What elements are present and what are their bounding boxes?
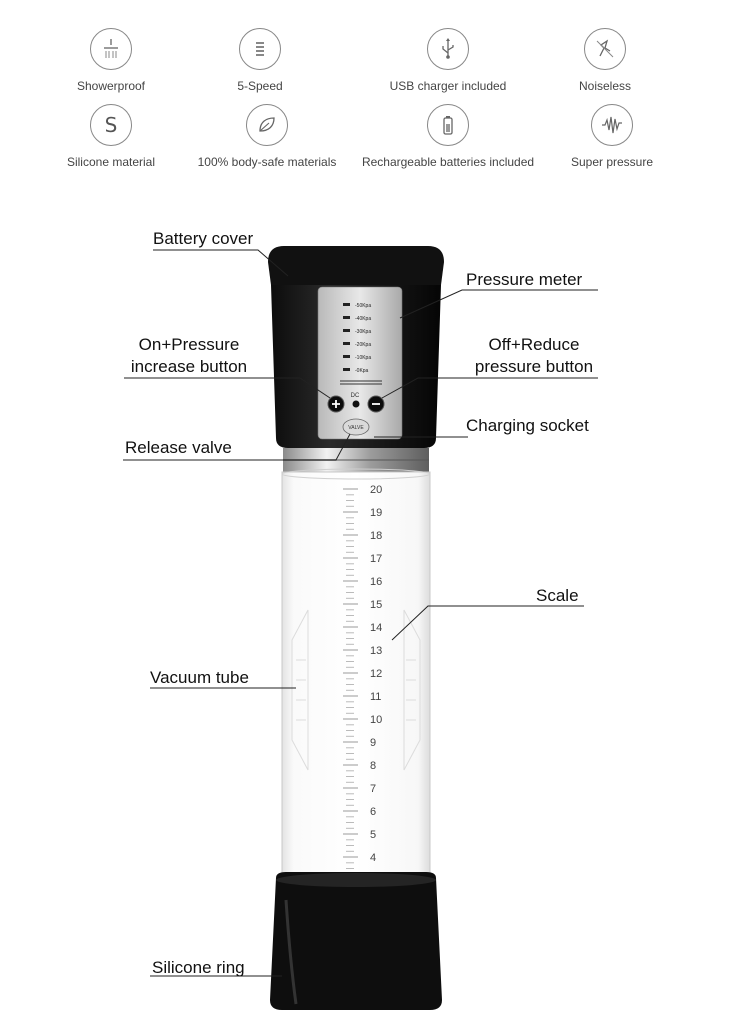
release-valve[interactable] <box>343 419 369 435</box>
feature-label: 5-Speed <box>237 79 283 93</box>
feature-label: 100% body-safe materials <box>197 155 337 169</box>
scale-number: 10 <box>370 714 383 726</box>
scale-number: 9 <box>370 737 377 749</box>
feature-label: Showerproof <box>76 79 146 93</box>
scale-number: 12 <box>370 668 383 680</box>
vacuum-tube <box>282 472 430 884</box>
battery-cover <box>268 246 444 285</box>
valve-label: VALVE <box>348 425 364 431</box>
scale-number: 11 <box>370 691 382 703</box>
scale-number: 6 <box>370 806 377 818</box>
scale-number: 8 <box>370 760 377 772</box>
silicone-ring <box>270 872 442 1010</box>
scale-number: 16 <box>370 576 383 588</box>
meter-label: -20Kpa <box>355 342 372 348</box>
pressure-meter-panel <box>318 287 402 439</box>
meter-label: -10Kpa <box>355 355 372 361</box>
callout-vacuum-tube: Vacuum tube <box>150 668 249 687</box>
callout-line: pressure button <box>474 357 594 376</box>
feature-label: Noiseless <box>578 79 632 93</box>
dc-label: DC <box>350 393 360 399</box>
charging-socket[interactable] <box>353 401 360 408</box>
scale-number: 13 <box>370 645 383 657</box>
scale-number: 20 <box>370 484 383 496</box>
scale-number: 17 <box>370 553 383 565</box>
callout-line: Off+Reduce <box>488 335 580 354</box>
meter-label: -30Kpa <box>355 329 372 335</box>
feature-label: USB charger included <box>389 79 507 93</box>
scale-number: 15 <box>370 599 383 611</box>
scale-number: 4 <box>370 852 377 864</box>
minus-button[interactable] <box>368 396 384 412</box>
callout-on-pressure <box>122 334 256 378</box>
meter-label: -40Kpa <box>355 316 372 322</box>
callout-silicone-ring: Silicone ring <box>152 958 245 977</box>
meter-label: -0Kpa <box>355 368 369 374</box>
svg-text:S: S <box>104 113 118 137</box>
feature-label: Silicone material <box>66 155 156 169</box>
callout-release-valve: Release valve <box>125 438 232 457</box>
callout-charging-socket: Charging socket <box>466 416 589 435</box>
scale-number: 14 <box>370 622 383 634</box>
scale-number: 19 <box>370 507 383 519</box>
feature-label: Rechargeable batteries included <box>361 155 535 169</box>
callout-line: On+Pressure <box>138 335 240 354</box>
scale-number: 7 <box>370 783 377 795</box>
callout-scale: Scale <box>536 586 579 605</box>
callout-battery-cover: Battery cover <box>153 229 254 248</box>
callout-line: increase button <box>130 357 248 376</box>
scale-number: 18 <box>370 530 383 542</box>
plus-button[interactable] <box>328 396 344 412</box>
callout-pressure-meter: Pressure meter <box>466 270 583 289</box>
feature-label: Super pressure <box>570 155 654 169</box>
scale-number: 5 <box>370 829 377 841</box>
meter-label: -50Kpa <box>355 303 372 309</box>
callout-off-reduce <box>469 334 599 378</box>
